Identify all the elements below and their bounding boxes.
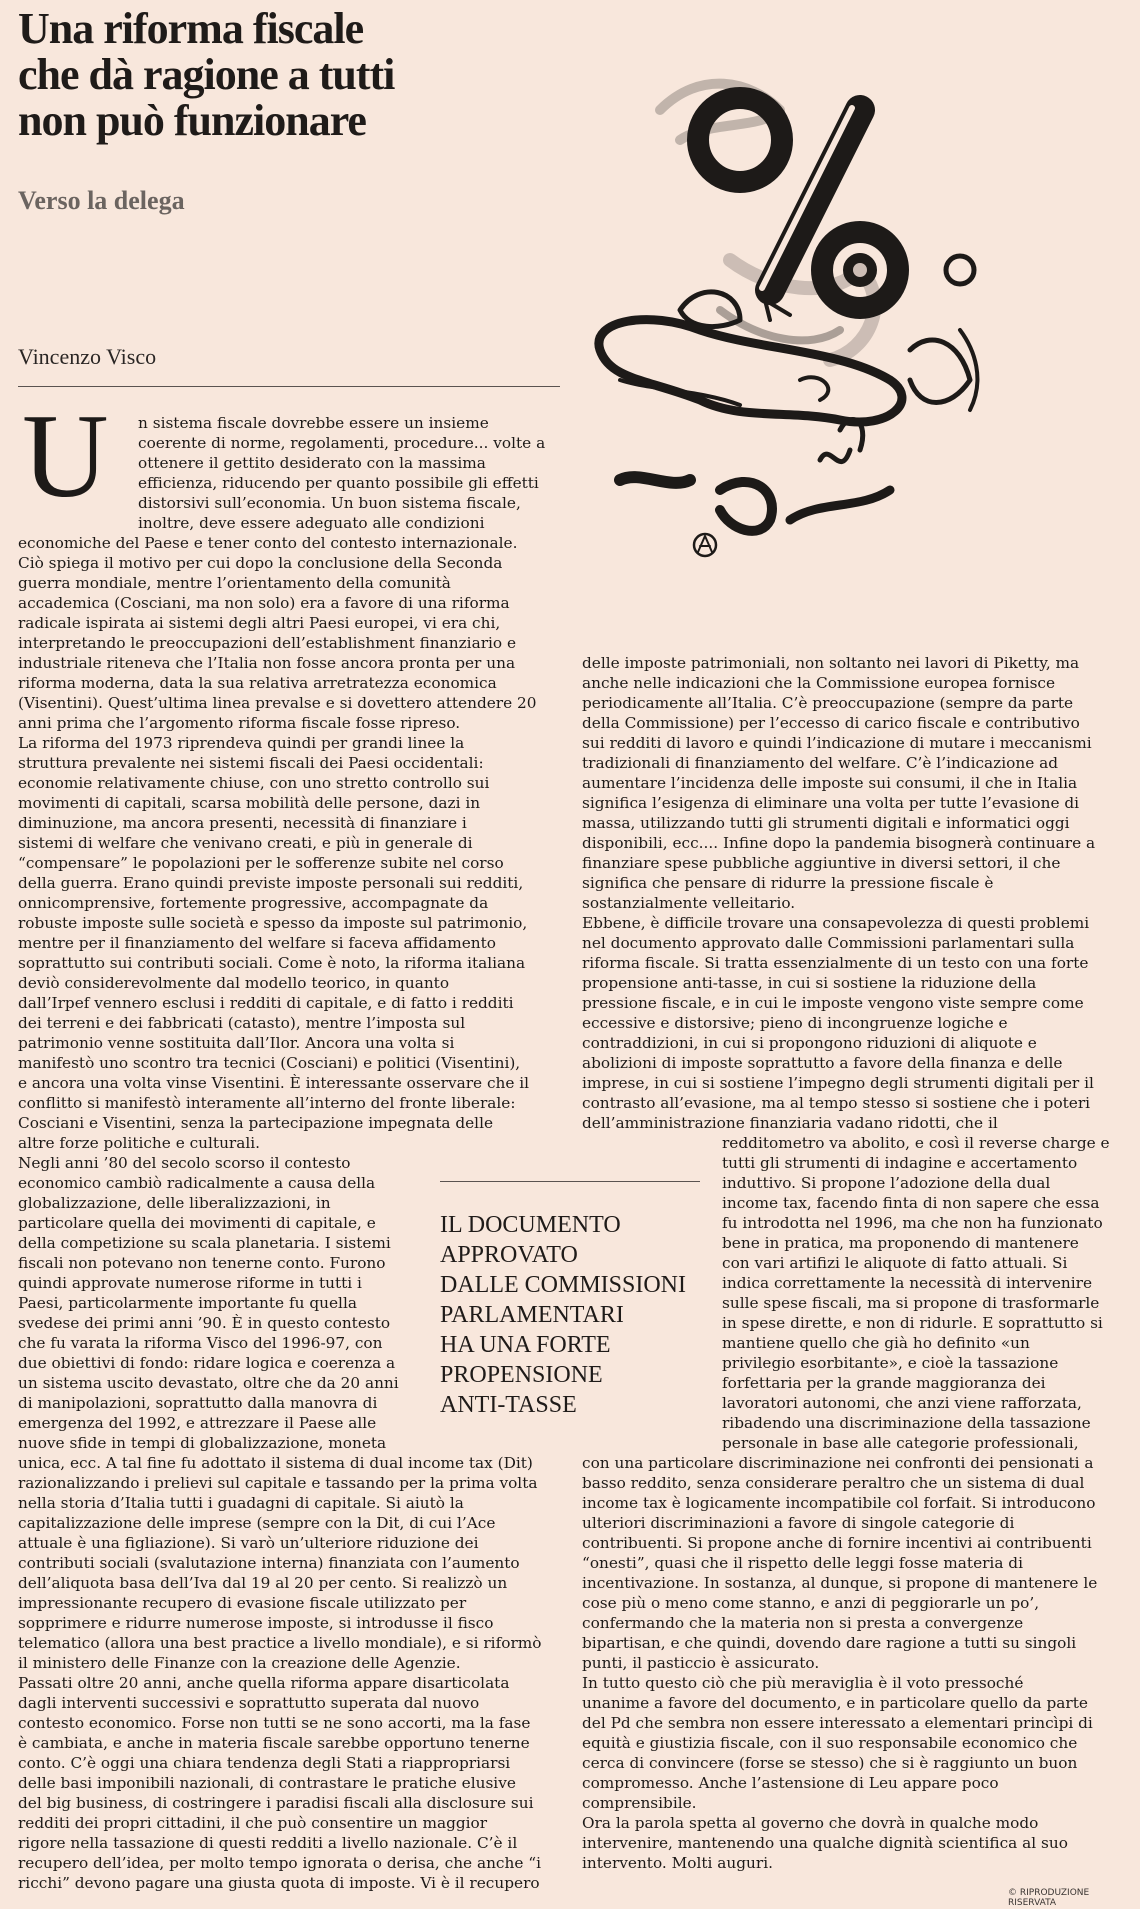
text-line: Ciò spiega il motivo per cui dopo la conclusione della Seconda (18, 554, 503, 572)
text-line: nella storia d’Italia tutti i guadagni di capitale. Si aiutò la (18, 1494, 464, 1512)
text-line: con vari artifizi le aliquote di fatto attuali. Si (722, 1254, 1068, 1272)
text-line: finanziare spese pubbliche aggiuntive in diversi settori, il che (582, 854, 1061, 872)
text-line: redditometro va abolito, e così il reverse charge e (722, 1134, 1110, 1152)
text-line: incentivazione. In sostanza, al dunque, si propone di mantenere le (582, 1574, 1098, 1592)
text-line: industriale riteneva che l’Italia non fosse ancora pronta per una (18, 654, 516, 672)
text-line: della Commissione) per l’eccesso di carico fiscale e contributivo (582, 714, 1080, 732)
title-line: Una riforma fiscale (18, 4, 364, 53)
text-line: “compensare” le popolazioni per le sofferenze subite nel corso (18, 854, 504, 872)
text-line: svedese dei primi anni ’90. È in questo contesto (18, 1314, 391, 1332)
article-column-1-narrow (18, 1153, 428, 1453)
text-line: razionalizzando i prelievi sul capitale e tassando per la prima volta (18, 1474, 538, 1492)
text-line: sulle spese fiscali, ma si propone di trasformarle (722, 1294, 1100, 1312)
text-line: sistemi di welfare che venivano creati, e più in generale di (18, 834, 473, 852)
text-line: conto. C’è oggi una chiara tendenza degli Stati a riappropriarsi (18, 1754, 511, 1772)
text-line: interpretando le preoccupazioni dell’establishment finanziario e (18, 634, 517, 652)
text-line: anche nelle indicazioni che la Commissione europea fornisce (582, 674, 1056, 692)
text-line: robuste imposte sulle società e spesso da imposte sul patrimonio, (18, 914, 528, 932)
text-line: deviò considerevolmente dal modello teorico, in quanto (18, 974, 450, 992)
text-line: sopprimere e ridurre numerose imposte, si introdusse il fisco (18, 1614, 494, 1632)
title-line: che dà ragione a tutti (18, 50, 395, 99)
text-line: il ministero delle Finanze con la creazione delle Agenzie. (18, 1654, 461, 1672)
text-line: unica, ecc. A tal fine fu adottato il sistema di dual income tax (Dit) (18, 1454, 533, 1472)
pull-quote-line: ANTI-TASSE (440, 1392, 577, 1418)
text-line: fiscali non potevano non tenerne conto. Furono (18, 1254, 386, 1272)
article-column-1-intro (138, 413, 568, 533)
text-line: punti, il pasticcio è assicurato. (582, 1654, 820, 1672)
article-column-2-narrow (722, 1133, 1130, 1453)
text-line: mantiene quello che già ho definito «un (722, 1334, 1030, 1352)
text-line: emergenza del 1992, e attrezzare il Paese alle (18, 1414, 377, 1432)
article-column-2-end (582, 1453, 1130, 1873)
text-line: compromesso. Anche l’astensione di Leu appare poco (582, 1774, 999, 1792)
text-line: contraddizioni, in cui si propongono riduzioni di aliquote e (582, 1034, 1037, 1052)
text-line: propensione anti-tasse, in cui si sostiene la riduzione della (582, 974, 1037, 992)
text-line: rigore nella tassazione di questi redditi a livello nazionale. C’è il (18, 1834, 518, 1852)
text-line: Passati oltre 20 anni, anche quella riforma appare disarticolata (18, 1674, 510, 1692)
pull-quote-line: IL DOCUMENTO (440, 1212, 621, 1238)
text-line: tutti gli strumenti di indagine e accertamento (722, 1154, 1078, 1172)
text-line: redditi dei propri cittadini, il che può consentire un maggior (18, 1814, 488, 1832)
text-line: inoltre, deve essere adeguato alle condizioni (138, 514, 485, 532)
text-line: cose più o meno come stanno, e anzi di peggiorarle un po’, (582, 1594, 1040, 1612)
text-line: forfettaria per la grande maggioranza dei (722, 1374, 1046, 1392)
text-line: confermando che la materia non si presta a convergenze (582, 1614, 1024, 1632)
text-line: della guerra. Erano quindi previste imposte personali sui redditi, (18, 874, 524, 892)
text-line: delle basi imponibili nazionali, di contrastare le pratiche elusive (18, 1774, 516, 1792)
text-line: lavoratori autonomi, che anzi viene rafforzata, (722, 1394, 1082, 1412)
text-line: comprensibile. (582, 1794, 697, 1812)
text-line: intervenire, mantenendo una qualche dignità scientifica al suo (582, 1834, 1068, 1852)
text-line: (Visentini). Quest’ultima linea prevalse e si dovettero attendere 20 (18, 694, 537, 712)
text-line: disponibili, ecc.... Infine dopo la pandemia bisognerà continuare a (582, 834, 1096, 852)
text-line: anni prima che l’argomento riforma fiscale fosse ripreso. (18, 714, 461, 732)
text-line: che fu varata la riforma Visco del 1996-97, con (18, 1334, 383, 1352)
text-line: basso reddito, senza considerare peraltro che un sistema di dual (582, 1474, 1085, 1492)
article-column-1-end (18, 1453, 566, 1893)
text-line: Ora la parola spetta al governo che dovrà in qualche modo (582, 1814, 1039, 1832)
text-line: accademica (Cosciani, ma non solo) era a favore di una riforma (18, 594, 510, 612)
text-line: abolizioni di imposte soprattutto a favore della finanza e delle (582, 1054, 1063, 1072)
text-line: guerra mondiale, mentre l’orientamento della comunità (18, 574, 451, 592)
author-divider (18, 386, 560, 387)
text-line: unanime a favore del documento, e in particolare quello da parte (582, 1694, 1088, 1712)
copyright-notice: © RIPRODUZIONE RISERVATA (1008, 1888, 1090, 1908)
text-line: del Pd che sembra non essere interessato a elementari princìpi di (582, 1714, 1093, 1732)
title-line: non può funzionare (18, 96, 366, 145)
text-line: altre forze politiche e culturali. (18, 1134, 261, 1152)
text-line: nuove sfide in tempi di globalizzazione, moneta (18, 1434, 387, 1452)
text-line: dell’aliquota basa dell’Iva dal 19 al 20 per cento. Si realizzò un (18, 1574, 508, 1592)
text-line: eccessive e distorsive; pieno di incongruenze logiche e (582, 1014, 1008, 1032)
text-line: bipartisan, e che quindi, dovendo dare ragione a tutti su singoli (582, 1634, 1077, 1652)
text-line: contrasto all’evasione, ma al tempo stesso si sostiene che i poteri (582, 1094, 1091, 1112)
percent-sign-brush-illustration (590, 50, 1000, 580)
text-line: sostanzialmente velleitario. (582, 894, 796, 912)
text-line: riforma fiscale. Si tratta essenzialmente di un testo con una forte (582, 954, 1089, 972)
text-line: bene in pratica, ma proponendo di mantenere (722, 1234, 1079, 1252)
text-line: recupero dell’idea, per molto tempo ignorata o derisa, che anche “i (18, 1854, 541, 1872)
text-line: mentre per il finanziamento del welfare si faceva affidamento (18, 934, 497, 952)
text-line: dall’Irpef vennero esclusi i redditi di capitale, e di fatto i redditi (18, 994, 514, 1012)
text-line: distorsivi sull’economia. Un buon sistema fiscale, (138, 494, 521, 512)
pull-quote-line: APPROVATO (440, 1242, 578, 1268)
text-line: manifestò uno scontro tra tecnici (Cosciani) e politici (Visentini), (18, 1054, 521, 1072)
text-line: income tax è logicamente incompatibile col forfait. Si introducono (582, 1494, 1096, 1512)
kicker: Verso la delega (18, 186, 185, 215)
text-line: con una particolare discriminazione nei confronti dei pensionati a (582, 1454, 1094, 1472)
text-line: efficienza, riducendo per quanto possibile gli effetti (138, 474, 539, 492)
text-line: contribuenti. Si propone anche di fornire incentivi ai contribuenti (582, 1534, 1092, 1552)
pull-quote-line: PROPENSIONE (440, 1362, 603, 1388)
text-line: nel documento approvato dalle Commissioni parlamentari sulla (582, 934, 1075, 952)
pull-quote-rule (440, 1181, 700, 1182)
text-line: dell’amministrazione finanziaria vadano ridotti, che il (582, 1114, 998, 1132)
text-line: e ancora una volta vinse Visentini. È interessante osservare che il (18, 1074, 530, 1092)
article-column-2-body (582, 653, 1130, 1133)
text-line: economiche del Paese e tener conto del contesto internazionale. (18, 534, 518, 552)
text-line: diminuzione, ma ancora presenti, necessità di finanziare i (18, 814, 467, 832)
text-line: un sistema uscito devastato, oltre che da 20 anni (18, 1374, 399, 1392)
author-name: Vincenzo Visco (18, 344, 157, 369)
text-line: contesto economico. Forse non tutti se ne sono accorti, ma la fase (18, 1714, 531, 1732)
text-line: onnicomprensive, fortemente progressive, accompagnate da (18, 894, 489, 912)
text-line: conflitto si manifestò interamente all’interno del fronte liberale: (18, 1094, 516, 1112)
text-line: Negli anni ’80 del secolo scorso il contesto (18, 1154, 351, 1172)
article-column-1-body (18, 533, 566, 1153)
pull-quote-line: PARLAMENTARI (440, 1302, 624, 1328)
text-line: sui redditi di lavoro e quindi l’indicazione di mutare i meccanismi (582, 734, 1092, 752)
text-line: n sistema fiscale dovrebbe essere un insieme (138, 414, 489, 432)
text-line: ricchi” devono pagare una giusta quota di imposte. Vi è il recupero (18, 1874, 540, 1892)
text-line: soprattutto sui contributi sociali. Come è noto, la riforma italiana (18, 954, 526, 972)
text-line: dei terreni e dei fabbricati (catasto), mentre l’imposta sul (18, 1014, 466, 1032)
text-line: fu introdotta nel 1996, ma che non ha funzionato (722, 1214, 1103, 1232)
text-line: radicale ispirata ai sistemi degli altri Paesi europei, vi era chi, (18, 614, 501, 632)
text-line: di manipolazioni, soprattutto dalla manovra di (18, 1394, 378, 1412)
text-line: Cosciani e Visentini, senza la partecipazione impegnata delle (18, 1114, 494, 1132)
text-line: globalizzazione, delle liberalizzazioni, in (18, 1194, 331, 1212)
text-line: imprese, in cui si sostiene l’impegno degli strumenti digitali per il (582, 1074, 1094, 1092)
text-line: income tax, facendo finta di non sapere che essa (722, 1194, 1100, 1212)
text-line: privilegio esorbitante», e cioè la tassazione (722, 1354, 1059, 1372)
text-line: intervento. Molti auguri. (582, 1854, 773, 1872)
text-line: significa che pensare di ridurre la pressione fiscale è (582, 874, 994, 892)
text-line: ribadendo una discriminazione della tassazione (722, 1414, 1091, 1432)
text-line: Ebbene, è difficile trovare una consapevolezza di questi problemi (582, 914, 1090, 932)
pull-quote-line: HA UNA FORTE (440, 1332, 611, 1358)
text-line: quindi approvate numerose riforme in tutti i (18, 1274, 362, 1292)
pull-quote (440, 1210, 700, 1420)
text-line: aumentare l’incidenza delle imposte sui consumi, il che in Italia (582, 774, 1078, 792)
text-line: periodicamente all’Italia. C’è preoccupazione (sempre da parte (582, 694, 1074, 712)
text-line: economie relativamente chiuse, con uno stretto controllo sui (18, 774, 490, 792)
text-line: due obiettivi di fondo: ridare logica e coerenza a (18, 1354, 396, 1372)
text-line: riforma moderna, data la sua relativa arretratezza economica (18, 674, 497, 692)
text-line: equità e giustizia fiscale, con il suo responsabile economico che (582, 1734, 1078, 1752)
text-line: telematico (allora una best practice a livello mondiale), e si riformò (18, 1634, 542, 1652)
text-line: tradizionali di finanziamento del welfare. C’è l’indicazione ad (582, 754, 1059, 772)
text-line: particolare quella dei movimenti di capitale, e (18, 1214, 376, 1232)
text-line: personale in base alle categorie professionali, (722, 1434, 1079, 1452)
drop-cap: U (22, 389, 109, 522)
text-line: della competizione su scala planetaria. I sistemi (18, 1234, 391, 1252)
text-line: ottenere il gettito desiderato con la massima (138, 454, 486, 472)
text-line: coerente di norme, regolamenti, procedure... volte a (138, 434, 546, 452)
text-line: economico cambiò radicalmente a causa della (18, 1174, 376, 1192)
text-line: Paesi, particolarmente importante fu quella (18, 1294, 357, 1312)
text-line: In tutto questo ciò che più meraviglia è il voto pressoché (582, 1674, 1024, 1692)
text-line: patrimonio venne sostituita dall’Ilor. Ancora una volta si (18, 1034, 455, 1052)
text-line: struttura prevalente nei sistemi fiscali dei Paesi occidentali: (18, 754, 484, 772)
text-line: impressionante recupero di evasione fiscale utilizzato per (18, 1594, 467, 1612)
text-line: cerca di convincere (forse se stesso) che si è raggiunto un buon (582, 1754, 1078, 1772)
text-line: ulteriori discriminazioni a favore di singole categorie di (582, 1514, 1015, 1532)
text-line: movimenti di capitali, scarsa mobilità delle persone, dazi in (18, 794, 481, 812)
text-line: è cambiata, e anche in materia fiscale sarebbe opportuno tenerne (18, 1734, 530, 1752)
article-title (18, 6, 578, 144)
text-line: significa l’esigenza di eliminare una volta per tutte l’evasione di (582, 794, 1080, 812)
text-line: capitalizzazione delle imprese (sempre con la Dit, di cui l’Ace (18, 1514, 496, 1532)
text-line: La riforma del 1973 riprendeva quindi per grandi linee la (18, 734, 465, 752)
text-line: pressione fiscale, e in cui le imposte vengono viste sempre come (582, 994, 1084, 1012)
text-line: massa, utilizzando tutti gli strumenti digitali e informatici oggi (582, 814, 1070, 832)
text-line: attuale è una figliazione). Si varò un’ulteriore riduzione dei (18, 1534, 479, 1552)
text-line: in spese dirette, e non di ridurle. E soprattutto si (722, 1314, 1103, 1332)
text-line: contributi sociali (svalutazione interna) finanziata con l’aumento (18, 1554, 520, 1572)
text-line: indica correttamente la necessità di intervenire (722, 1274, 1093, 1292)
pull-quote-line: DALLE COMMISSIONI (440, 1272, 686, 1298)
text-line: “onesti”, quasi che il rispetto delle leggi fosse materia di (582, 1554, 1023, 1572)
text-line: delle imposte patrimoniali, non soltanto nei lavori di Piketty, ma (582, 654, 1080, 672)
text-line: dagli interventi successivi e soprattutto superata dal nuovo (18, 1694, 480, 1712)
text-line: del big business, di costringere i paradisi fiscali alla disclosure sui (18, 1794, 534, 1812)
text-line: induttivo. Si propone l’adozione della dual (722, 1174, 1051, 1192)
